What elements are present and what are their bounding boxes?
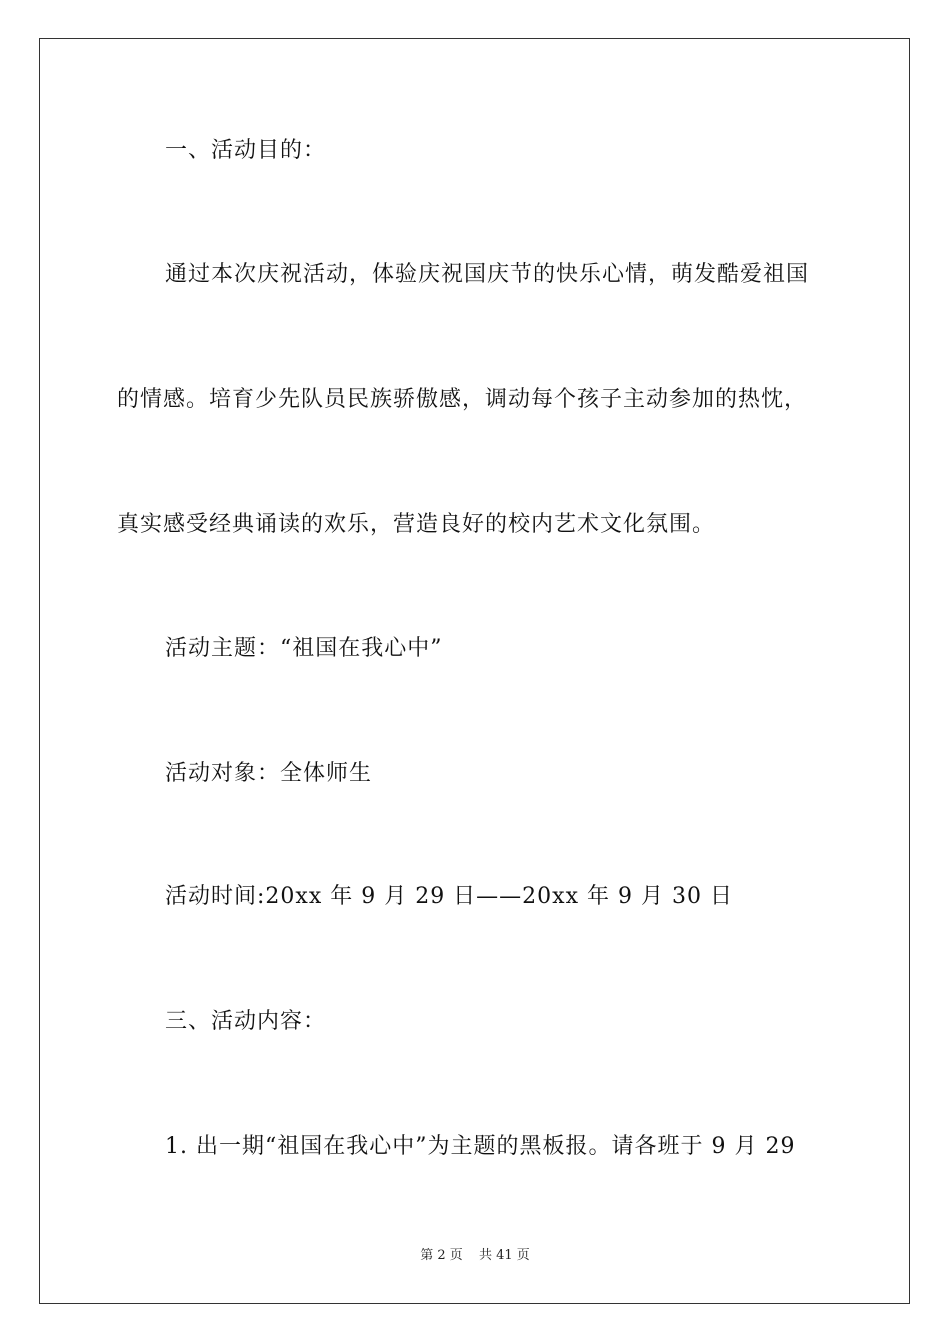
activity-time: 活动时间:20xx 年 9 月 29 日——20xx 年 9 月 30 日 [165, 884, 733, 909]
section-heading-objective: 一、活动目的： [165, 138, 327, 163]
activity-theme: 活动主题：“祖国在我心中” [165, 636, 443, 661]
paragraph-line: 通过本次庆祝活动，体验庆祝国庆节的快乐心情，萌发酷爱祖国 [165, 262, 810, 287]
section-heading-content: 三、活动内容： [165, 1009, 327, 1034]
page-footer [0, 1248, 950, 1264]
page-frame [39, 38, 910, 1304]
activity-audience: 活动对象：全体师生 [165, 761, 373, 786]
paragraph-line: 真实感受经典诵读的欢乐，营造良好的校内艺术文化氛围。 [117, 512, 716, 537]
page-number: 第 2 页 [420, 1248, 463, 1263]
list-item: 1. 出一期“祖国在我心中”为主题的黑板报。请各班于 9 月 29 [165, 1134, 796, 1159]
page-total: 共 41 页 [478, 1248, 530, 1263]
paragraph-line: 的情感。培育少先队员民族骄傲感，调动每个孩子主动参加的热忱， [117, 387, 808, 412]
